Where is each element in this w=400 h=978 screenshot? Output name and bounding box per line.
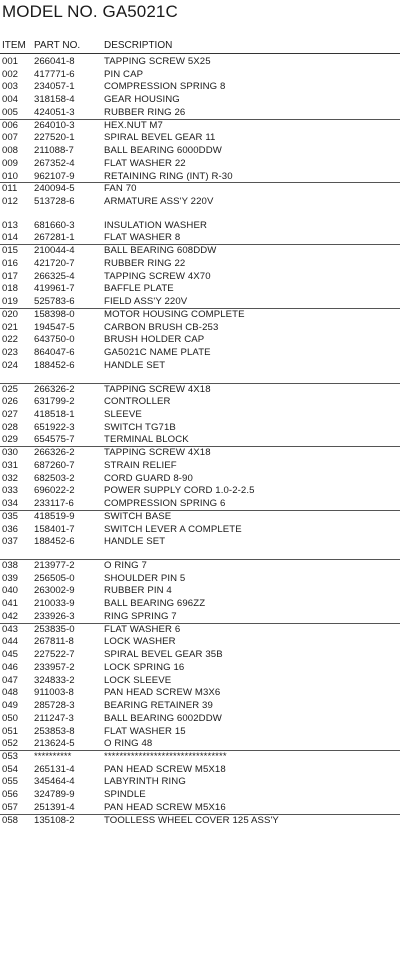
part-description: TAPPING SCREW 4X70 (104, 270, 211, 282)
table-row (0, 409, 400, 421)
part-description: CONTROLLER (104, 396, 171, 408)
part-number: 696022-2 (34, 485, 75, 497)
part-description: STRAIN RELIEF (104, 459, 177, 471)
item-number: 037 (2, 536, 19, 548)
item-number: 028 (2, 421, 19, 433)
row-divider (0, 244, 400, 245)
table-row (0, 220, 400, 232)
item-number: 035 (2, 510, 19, 522)
part-number: 194547-5 (34, 321, 75, 333)
table-row (0, 322, 400, 334)
part-description: BALL BEARING 6002DDW (104, 712, 222, 724)
table-row (0, 396, 400, 408)
part-description: LOCK SLEEVE (104, 674, 172, 686)
item-number: 021 (2, 321, 19, 333)
part-description: GEAR HOUSING (104, 94, 180, 106)
part-description: FIELD ASS'Y 220V (104, 296, 188, 308)
part-number: 419961-7 (34, 283, 75, 295)
item-number: 010 (2, 170, 19, 182)
part-number: 234057-1 (34, 81, 75, 93)
part-description: FAN 70 (104, 183, 137, 195)
table-row (0, 585, 400, 597)
table-row (0, 536, 400, 548)
part-number: 251391-4 (34, 801, 75, 813)
table-row (0, 460, 400, 472)
table-row (0, 347, 400, 359)
part-description: RUBBER PIN 4 (104, 585, 172, 597)
item-number: 006 (2, 119, 19, 131)
part-number: 253835-0 (34, 623, 75, 635)
part-number: 210044-4 (34, 245, 75, 257)
part-number: 681660-3 (34, 219, 75, 231)
part-number: 233957-2 (34, 661, 75, 673)
part-number: 227520-1 (34, 132, 75, 144)
table-row (0, 334, 400, 346)
item-number: 024 (2, 359, 19, 371)
part-description: RING SPRING 7 (104, 610, 177, 622)
table-row (0, 624, 400, 636)
part-description: LABYRINTH RING (104, 776, 186, 788)
item-number: 057 (2, 801, 19, 813)
part-number: 267811-8 (34, 636, 74, 648)
part-number: 417771-6 (34, 68, 75, 80)
part-number: 213977-2 (34, 560, 75, 571)
part-description: PAN HEAD SCREW M5X18 (104, 763, 226, 775)
item-number: 046 (2, 661, 19, 673)
part-number: 267281-1 (34, 232, 75, 244)
part-number: 962107-9 (34, 170, 75, 182)
item-number: 002 (2, 68, 19, 80)
part-description: TAPPING SCREW 5X25 (104, 56, 211, 67)
part-number: 213624-5 (34, 738, 75, 750)
table-row (0, 56, 400, 68)
part-description: FLAT WASHER 22 (104, 157, 186, 169)
part-number: 418518-1 (34, 408, 75, 420)
part-number: 188452-6 (34, 359, 75, 371)
table-row (0, 81, 400, 93)
part-description: LOCK WASHER (104, 636, 176, 648)
part-description: RUBBER RING 22 (104, 257, 186, 269)
header-part-no: PART NO. (34, 40, 81, 51)
part-description: TOOLLESS WHEEL COVER 125 ASS'Y (104, 814, 279, 826)
item-number: 047 (2, 674, 19, 686)
part-description: SWITCH TG71B (104, 421, 176, 433)
part-number: 266041-8 (34, 56, 75, 67)
part-number: 227522-7 (34, 649, 75, 661)
part-description: PAN HEAD SCREW M5X16 (104, 801, 226, 813)
part-description: SPIRAL BEVEL GEAR 35B (104, 649, 223, 661)
table-row (0, 434, 400, 446)
table-row (0, 296, 400, 308)
part-description: TAPPING SCREW 4X18 (104, 447, 211, 459)
table-row (0, 573, 400, 585)
part-description: PIN CAP (104, 68, 144, 80)
row-divider (0, 182, 400, 183)
item-number: 050 (2, 712, 19, 724)
table-row (0, 560, 400, 572)
item-number: 003 (2, 81, 19, 93)
table-row (0, 524, 400, 536)
part-number: 266326-2 (34, 447, 75, 459)
part-number: 256505-0 (34, 572, 75, 584)
table-row (0, 283, 400, 295)
table-row (0, 802, 400, 814)
part-number: 211247-3 (34, 712, 74, 724)
part-number: 864047-6 (34, 347, 75, 359)
part-number: 631799-2 (34, 396, 75, 408)
part-description: O RING 48 (104, 738, 153, 750)
table-row (0, 726, 400, 738)
part-number: 682503-2 (34, 472, 75, 484)
part-description: FLAT WASHER 6 (104, 623, 181, 635)
item-number: 001 (2, 56, 19, 67)
table-row (0, 145, 400, 157)
table-row (0, 649, 400, 661)
item-number: 040 (2, 585, 19, 597)
item-number: 041 (2, 598, 19, 610)
table-row (0, 776, 400, 788)
part-number: 266325-4 (34, 270, 75, 282)
part-number: 513728-6 (34, 196, 75, 208)
part-description: ******************************** (104, 750, 227, 762)
table-row (0, 171, 400, 183)
table-row (0, 700, 400, 712)
part-number: 911003-8 (34, 687, 74, 699)
item-number: 005 (2, 106, 19, 118)
item-number: 056 (2, 789, 19, 801)
item-number: 048 (2, 687, 19, 699)
table-row (0, 511, 400, 523)
row-divider (0, 623, 400, 624)
part-number: 267352-4 (34, 157, 75, 169)
table-row (0, 447, 400, 459)
item-number: 036 (2, 523, 19, 535)
table-row (0, 611, 400, 623)
item-number: 004 (2, 94, 19, 106)
item-number: 012 (2, 196, 19, 208)
part-number: 233117-6 (34, 498, 74, 510)
part-description: MOTOR HOUSING COMPLETE (104, 308, 245, 320)
part-description: SHOULDER PIN 5 (104, 572, 186, 584)
table-row (0, 271, 400, 283)
part-description: LOCK SPRING 16 (104, 661, 185, 673)
table-row (0, 498, 400, 510)
table-row (0, 120, 400, 132)
part-description: SPIRAL BEVEL GEAR 11 (104, 132, 216, 144)
part-number: 418519-9 (34, 510, 75, 522)
row-divider (0, 383, 400, 384)
part-description: SWITCH LEVER A COMPLETE (104, 523, 242, 535)
part-number: 318158-4 (34, 94, 75, 106)
part-number: 324833-2 (34, 674, 75, 686)
header-item: ITEM (2, 40, 26, 51)
table-row (0, 751, 400, 763)
item-number: 032 (2, 472, 19, 484)
part-description: BALL BEARING 6000DDW (104, 145, 222, 157)
part-number: 188452-6 (34, 536, 75, 548)
header-description: DESCRIPTION (104, 40, 173, 51)
item-number: 027 (2, 408, 19, 420)
row-divider (0, 119, 400, 120)
table-row (0, 687, 400, 699)
table-row (0, 232, 400, 244)
part-description: RETAINING RING (INT) R-30 (104, 170, 233, 182)
part-number: 158398-0 (34, 308, 75, 320)
part-number: 263002-9 (34, 585, 75, 597)
part-description: POWER SUPPLY CORD 1.0-2-2.5 (104, 485, 255, 497)
part-number: ********** (34, 750, 72, 762)
part-number: 285728-3 (34, 700, 75, 712)
table-row (0, 815, 400, 827)
table-row (0, 107, 400, 119)
page-title: MODEL NO. GA5021C (2, 2, 178, 21)
table-row (0, 662, 400, 674)
item-number: 034 (2, 498, 19, 510)
item-number: 038 (2, 560, 19, 571)
part-description: HEX.NUT M7 (104, 119, 163, 131)
part-description: FLAT WASHER 8 (104, 232, 181, 244)
part-description: BRUSH HOLDER CAP (104, 334, 205, 346)
part-number: 525783-6 (34, 296, 75, 308)
row-divider (0, 510, 400, 511)
part-number: 265131-4 (34, 763, 75, 775)
part-description: COMPRESSION SPRING 6 (104, 498, 226, 510)
table-row (0, 675, 400, 687)
item-number: 055 (2, 776, 19, 788)
part-description: SPINDLE (104, 789, 146, 801)
table-row (0, 764, 400, 776)
table-row (0, 485, 400, 497)
table-row (0, 69, 400, 81)
part-number: 421720-7 (34, 257, 75, 269)
part-description: FLAT WASHER 15 (104, 725, 186, 737)
part-description: SWITCH BASE (104, 510, 172, 522)
part-description: CORD GUARD 8-90 (104, 472, 193, 484)
part-number: 687260-7 (34, 459, 75, 471)
part-description: INSULATION WASHER (104, 219, 207, 231)
part-number: 345464-4 (34, 776, 75, 788)
row-divider (0, 750, 400, 751)
table-row (0, 196, 400, 208)
item-number: 009 (2, 157, 19, 169)
item-number: 011 (2, 183, 18, 195)
part-number: 654575-7 (34, 434, 75, 446)
item-number: 008 (2, 145, 19, 157)
table-row (0, 473, 400, 485)
item-number: 014 (2, 232, 19, 244)
part-number: 264010-3 (34, 119, 75, 131)
part-description: O RING 7 (104, 560, 147, 571)
item-number: 043 (2, 623, 19, 635)
part-description: PAN HEAD SCREW M3X6 (104, 687, 221, 699)
item-number: 042 (2, 610, 19, 622)
row-divider (0, 814, 400, 815)
part-description: SLEEVE (104, 408, 142, 420)
item-number: 023 (2, 347, 19, 359)
part-description: TAPPING SCREW 4X18 (104, 383, 211, 395)
item-number: 020 (2, 308, 19, 320)
item-number: 044 (2, 636, 19, 648)
table-row (0, 789, 400, 801)
item-number: 051 (2, 725, 19, 737)
part-number: 240094-5 (34, 183, 75, 195)
part-description: COMPRESSION SPRING 8 (104, 81, 226, 93)
part-description: BALL BEARING 696ZZ (104, 598, 206, 610)
part-description: ARMATURE ASS'Y 220V (104, 196, 214, 208)
part-number: 210033-9 (34, 598, 75, 610)
item-number: 054 (2, 763, 19, 775)
item-number: 031 (2, 459, 19, 471)
part-description: CARBON BRUSH CB-253 (104, 321, 219, 333)
item-number: 030 (2, 447, 19, 459)
table-row (0, 309, 400, 321)
table-row (0, 738, 400, 750)
item-number: 049 (2, 700, 19, 712)
item-number: 026 (2, 396, 19, 408)
part-description: GA5021C NAME PLATE (104, 347, 211, 359)
part-number: 324789-9 (34, 789, 75, 801)
item-number: 033 (2, 485, 19, 497)
part-number: 135108-2 (34, 814, 75, 826)
item-number: 013 (2, 219, 19, 231)
table-row (0, 422, 400, 434)
row-divider (0, 308, 400, 309)
item-number: 029 (2, 434, 19, 446)
item-number: 019 (2, 296, 19, 308)
row-divider (0, 446, 400, 447)
part-description: HANDLE SET (104, 536, 166, 548)
item-number: 058 (2, 814, 19, 826)
part-number: 424051-3 (34, 106, 75, 118)
table-row (0, 384, 400, 396)
table-row (0, 245, 400, 257)
table-row (0, 360, 400, 372)
part-description: BAFFLE PLATE (104, 283, 174, 295)
item-number: 025 (2, 383, 19, 395)
item-number: 007 (2, 132, 19, 144)
row-divider (0, 559, 400, 560)
item-number: 053 (2, 750, 19, 762)
table-row (0, 636, 400, 648)
part-description: HANDLE SET (104, 359, 166, 371)
part-number: 266326-2 (34, 383, 75, 395)
item-number: 045 (2, 649, 19, 661)
part-number: 253853-8 (34, 725, 75, 737)
table-row (0, 258, 400, 270)
table-row (0, 183, 400, 195)
part-number: 158401-7 (34, 523, 75, 535)
part-number: 643750-0 (34, 334, 75, 346)
item-number: 052 (2, 738, 19, 750)
item-number: 015 (2, 245, 19, 257)
part-number: 651922-3 (34, 421, 75, 433)
item-number: 018 (2, 283, 19, 295)
item-number: 016 (2, 257, 19, 269)
table-row (0, 598, 400, 610)
item-number: 017 (2, 270, 19, 282)
table-row (0, 132, 400, 144)
table-row (0, 158, 400, 170)
part-description: BALL BEARING 608DDW (104, 245, 217, 257)
part-number: 233926-3 (34, 610, 75, 622)
part-description: BEARING RETAINER 39 (104, 700, 213, 712)
table-row (0, 713, 400, 725)
item-number: 039 (2, 572, 19, 584)
part-number: 211088-7 (34, 145, 74, 157)
table-row (0, 94, 400, 106)
item-number: 022 (2, 334, 19, 346)
part-description: TERMINAL BLOCK (104, 434, 189, 446)
part-description: RUBBER RING 26 (104, 106, 186, 118)
